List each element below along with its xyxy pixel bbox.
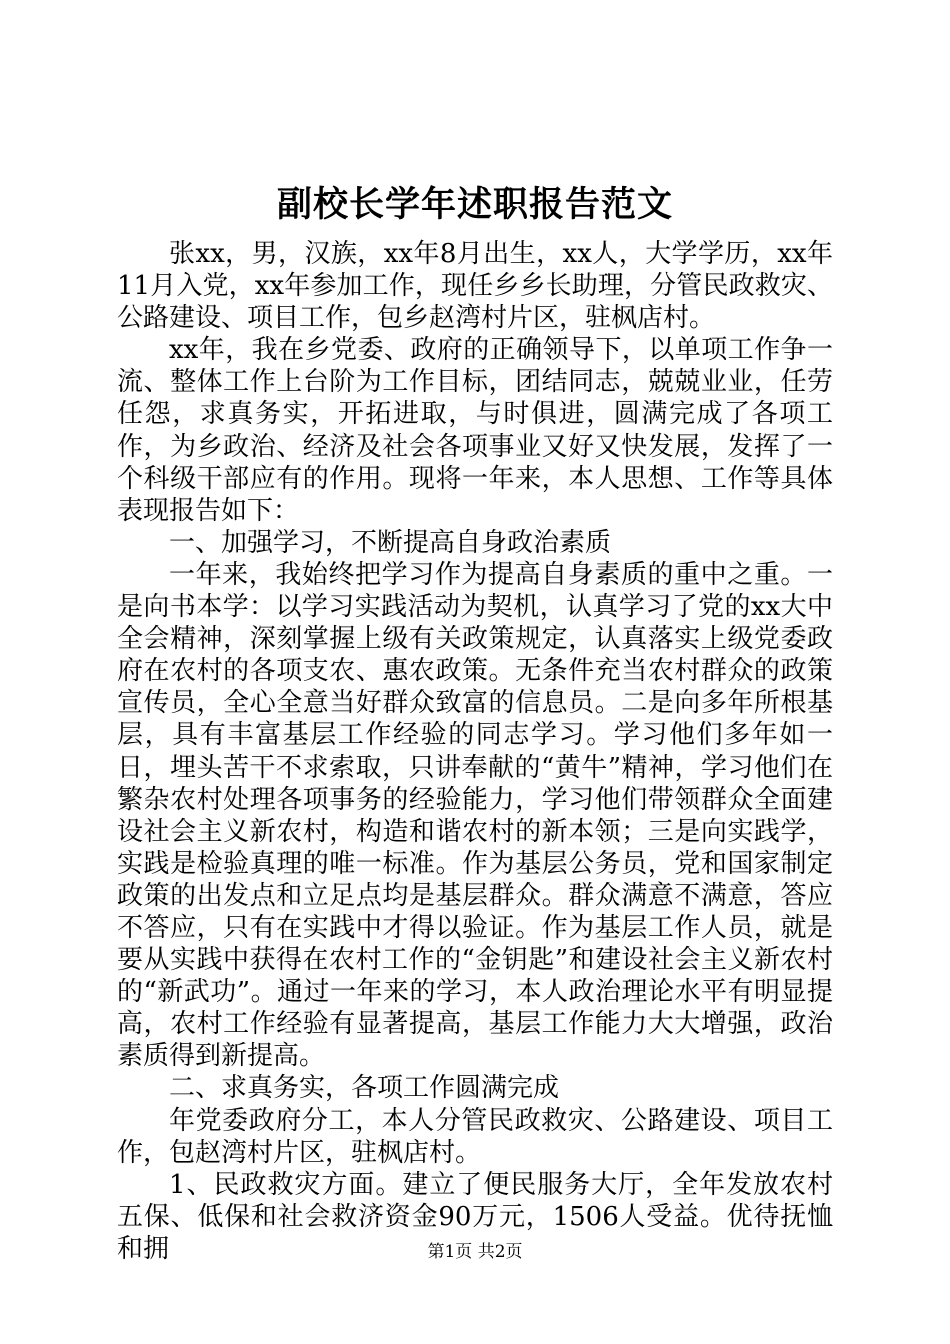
document-body: [117, 238, 833, 1265]
document-title: 副校长学年述职报告范文: [276, 184, 673, 225]
section-heading-2: 二、求真务实，各项工作圆满完成: [169, 1073, 560, 1104]
paragraph-study: 一年来，我始终把学习作为提高自身素质的重中之重。一是向书本学：以学习实践活动为契机，认真学习了党的xx大中全会精神，深刻掌握上级有关政策规定，认真落实上级党委政府在农村的各项支农、惠农政策。无条件充当农村群众的政策宣传员，全心全意当好群众致富的信息员。二是向多年所根基层，具有丰富基层工作经验的同志学习。学习他们多年如一日，埋头苦干不求索取，只讲奉献的“黄牛”精神，学习他们在繁杂农村处理各项事务的经验能力，学习他们带领群众全面建设社会主义新农村，构造和谐农村的新本领；三是向实践学，实践是检验真理的唯一标准。作为基层公务员，党和国家制定政策的出发点和立足点均是基层群众。群众满意不满意，答应不答应，只有在实践中才得以验证。作为基层工作人员，就是要从实践中获得在农村工作的“金钥匙”和建设社会主义新农村的“新武功”。通过一年来的学习，本人政治理论水平有明显提高，农村工作经验有显著提高，基层工作能力大大增强，政治素质得到新提高。: [117, 559, 833, 1072]
paragraph-civil-affairs: 1、民政救灾方面。建立了便民服务大厅，全年发放农村五保、低保和社会救济资金90万元，1506人受益。优待抚恤和拥: [117, 1169, 833, 1264]
page-footer: 第1页 共2页: [427, 1242, 523, 1262]
paragraph-intro: xx年，我在乡党委、政府的正确领导下，以单项工作争一流、整体工作上台阶为工作目标，团结同志，兢兢业业，任劳任怨，求真务实，开拓进取，与时俱进，圆满完成了各项工作，为乡政治、经济及社会各项事业又好又快发展，发挥了一个科级干部应有的作用。现将一年来，本人思想、工作等具体表现报告如下：: [117, 335, 833, 526]
paragraph-division: 年党委政府分工，本人分管民政救灾、公路建设、项目工作，包赵湾村片区，驻枫店村。: [117, 1105, 833, 1168]
section-heading-1: 一、加强学习，不断提高自身政治素质: [169, 527, 612, 558]
paragraph-personal-info: 张xx，男，汉族，xx年8月出生，xx人，大学学历，xx年11月入党，xx年参加工作，现任乡乡长助理，分管民政救灾、公路建设、项目工作，包乡赵湾村片区，驻枫店村。: [117, 239, 833, 334]
